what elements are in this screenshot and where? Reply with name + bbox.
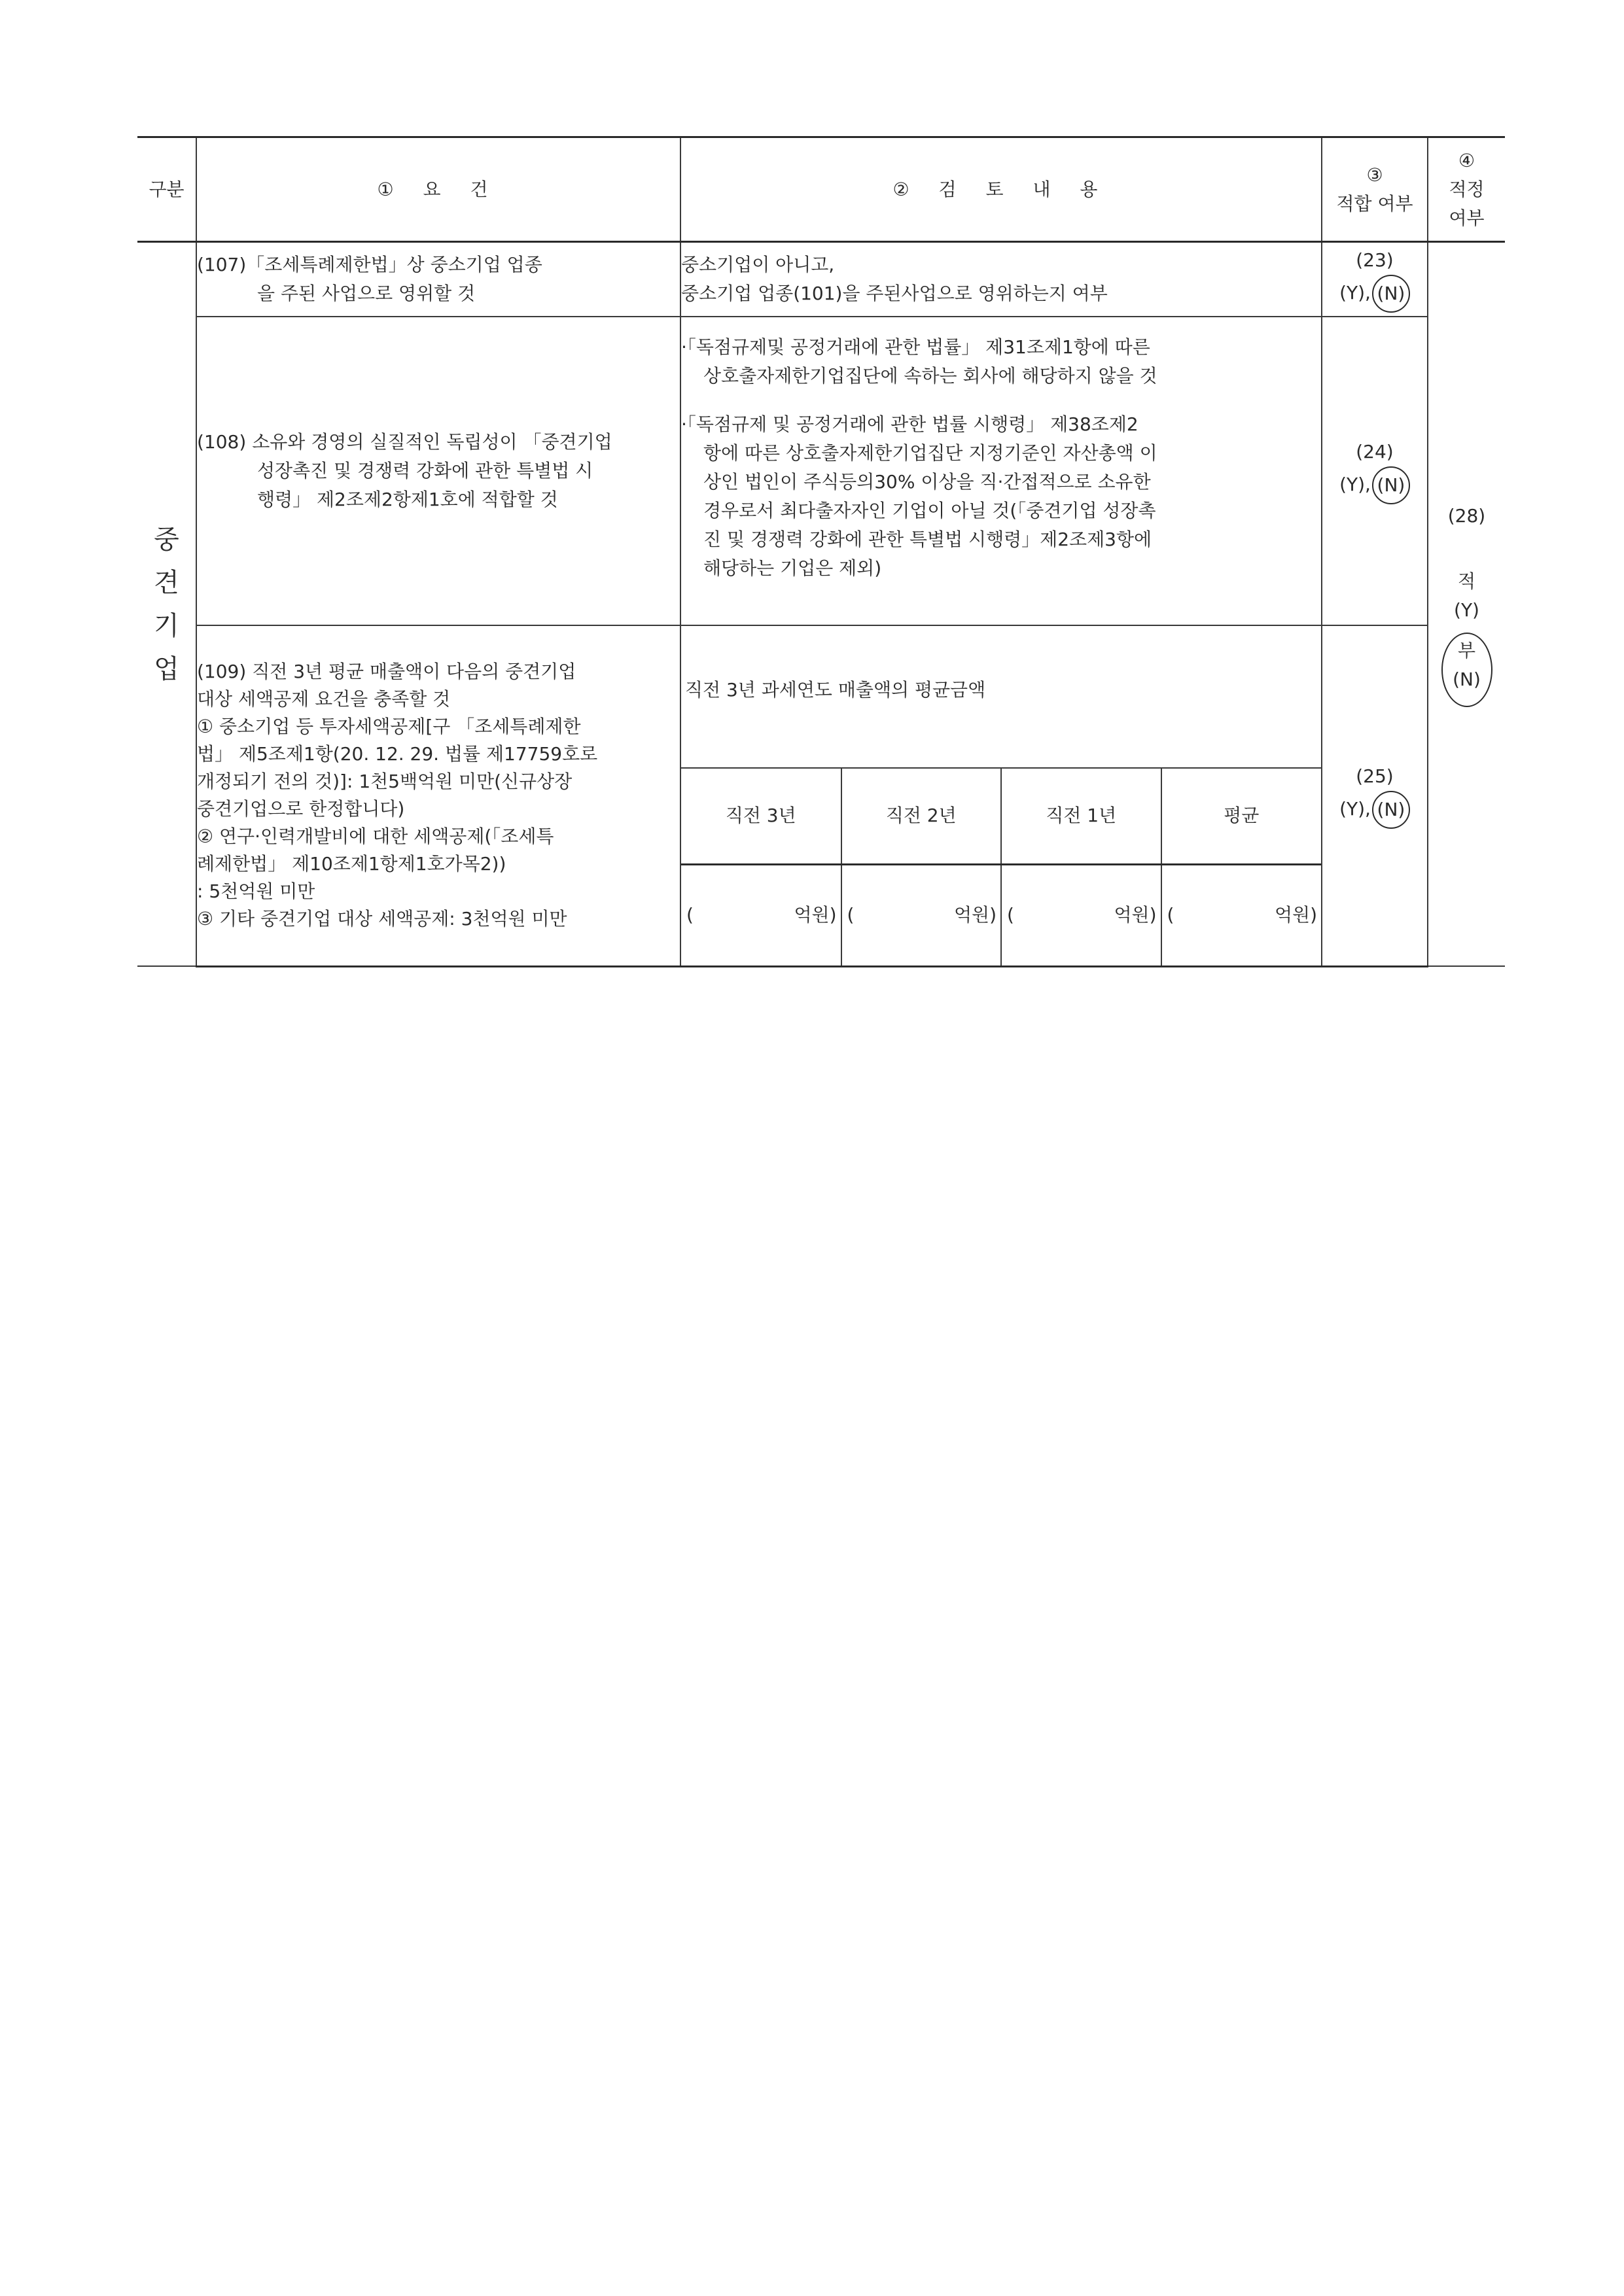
sales-value-1y[interactable]: ( 억원): [1001, 865, 1161, 965]
row-109: [137, 625, 1505, 967]
overall-code: (28): [1447, 504, 1486, 527]
sales-col-avg: 평균: [1161, 768, 1322, 865]
fit-108-yes[interactable]: (Y),: [1339, 473, 1371, 495]
overall-yes-code[interactable]: (Y): [1454, 599, 1479, 621]
review-107: 중소기업이 아니고, 중소기업 업종(101)을 주된사업으로 영위하는지 여부: [680, 242, 1322, 317]
fit-109-yes[interactable]: (Y),: [1339, 798, 1371, 820]
header-proper-number: ④: [1458, 149, 1475, 171]
row-107: [137, 242, 1505, 317]
sales-value-3y[interactable]: ( 억원): [681, 865, 841, 965]
requirement-107: (107)「조세특례제한법」상 중소기업 업종 을 주된 사업으로 영위할 것: [196, 242, 680, 317]
sales-value-2y[interactable]: ( 억원): [841, 865, 1002, 965]
overall-no-oval[interactable]: [1441, 633, 1492, 707]
header-category: 구분: [137, 137, 196, 242]
category-label: 중 견 기 업: [154, 524, 179, 684]
sales-value-row: [681, 865, 1321, 965]
middle-standing-enterprise-review-table: [137, 136, 1505, 967]
sales-value-avg[interactable]: ( 억원): [1161, 865, 1322, 965]
header-proper: [1428, 137, 1505, 242]
header-review: ② 검 토 내 용: [680, 137, 1322, 242]
category-cell: [137, 242, 196, 967]
review-109-title: 직전 3년 과세연도 매출액의 평균금액: [685, 678, 986, 701]
sales-col-3y: 직전 3년: [681, 768, 841, 865]
header-row: [137, 137, 1505, 242]
overall-proper-cell: [1428, 242, 1505, 967]
fit-108: [1322, 317, 1428, 625]
overall-no-code: (N): [1453, 668, 1481, 690]
overall-yes-label[interactable]: 적: [1457, 570, 1476, 592]
row-108: [137, 317, 1505, 625]
header-fit-label: 적합 여부: [1336, 192, 1413, 215]
sales-col-1y: 직전 1년: [1001, 768, 1161, 865]
fit-109-code: (25): [1356, 765, 1394, 787]
fit-109-no-circled[interactable]: (N): [1372, 791, 1410, 829]
overall-no-label: 부: [1457, 639, 1476, 661]
sales-header-row: [681, 768, 1321, 865]
header-fit-number: ③: [1366, 164, 1383, 186]
fit-107-no-circled[interactable]: (N): [1372, 275, 1410, 313]
requirement-108: (108) 소유와 경영의 실질적인 독립성이 「중견기업 성장촉진 및 경쟁력 강화에 관한 특별법 시 행령」 제2조제2항제1호에 적합할 것: [196, 317, 680, 625]
fit-107-code: (23): [1356, 249, 1394, 271]
header-requirement: ① 요 건: [196, 137, 680, 242]
fit-107-yes[interactable]: (Y),: [1339, 281, 1371, 304]
sales-col-2y: 직전 2년: [841, 768, 1002, 865]
sales-average-table: [681, 767, 1321, 965]
header-fit: [1322, 137, 1428, 242]
review-109: [680, 625, 1322, 967]
header-proper-label-2: 여부: [1449, 207, 1485, 229]
fit-107: [1322, 242, 1428, 317]
requirement-109: (109) 직전 3년 평균 매출액이 다음의 중견기업 대상 세액공제 요건을 충족할 것 ① 중소기업 등 투자세액공제[구 「조세특례제한 법」 제5조제1항(20. 12. 29. 법률 제17759호로 개정되기 전의 것)]: 1천5백억원 미만(신규상장 중견기업으로 한정합니다) ② 연구·인력개발비에 대한 세액공제(「조세특 례제한법」 제10조제1항제1호가목2)) : 5천억원 미만 ③ 기타 중견기업 대상 세액공제: 3천억원 미만: [196, 625, 680, 967]
review-108: ·「독점규제및 공정거래에 관한 법률」 제31조제1항에 따른 상호출자제한기업집단에 속하는 회사에 해당하지 않을 것 ·「독점규제 및 공정거래에 관한 법률 시행령」 제38조제2 항에 따른 상호출자제한기업집단 지정기준인 자산총액 이 상인 법인이 주식등의30% 이상을 직·간접적으로 소유한 경우로서 최다출자자인 기업이 아닐 것(「중견기업 성장촉 진 및 경쟁력 강화에 관한 특별법 시행령」제2조제3항에 해당하는 기업은 제외): [680, 317, 1322, 625]
fit-108-code: (24): [1356, 440, 1394, 462]
header-proper-label-1: 적정: [1449, 178, 1485, 200]
fit-109: [1322, 625, 1428, 967]
fit-108-no-circled[interactable]: (N): [1372, 466, 1410, 504]
